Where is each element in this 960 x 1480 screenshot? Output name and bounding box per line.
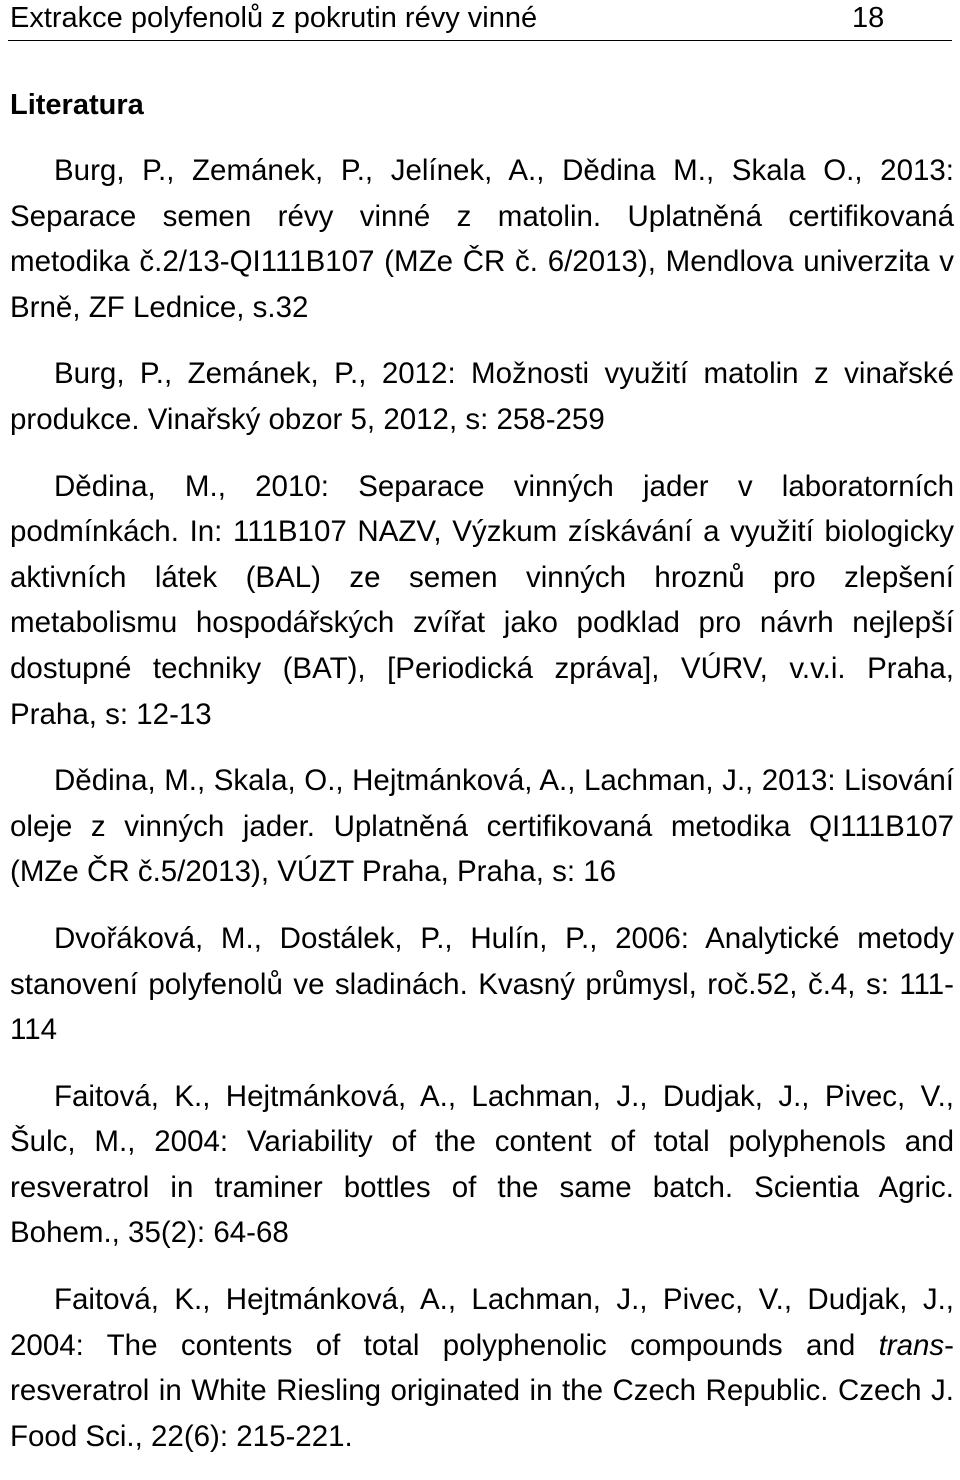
reference-item bbox=[10, 1277, 954, 1459]
reference-item: Dědina, M., Skala, O., Hejtmánková, A., Lachman, J., 2013: Lisování oleje z vinných jader. Uplatněná certifikovaná metodika QI111B107 (MZe ČR č.5/2013), VÚZT Praha, Praha, s: 16 bbox=[10, 764, 954, 889]
reference-list bbox=[10, 148, 954, 1480]
page-number: 18 bbox=[852, 2, 885, 34]
reference-item: Faitová, K., Hejtmánková, A., Lachman, J., Dudjak, J., Pivec, V., Šulc, M., 2004: Variability of the content of total polyphenols and resveratrol in traminer bottles of the same batch. Scientia Agric. Bohem., 35(2): 64-68 bbox=[10, 1079, 954, 1250]
page-header bbox=[8, 0, 952, 41]
reference-text: Faitová, K., Hejtmánková, A., Lachman, J., Pivec, V., Dudjak, J., 2004: The contents of total polyphenolic compounds and bbox=[10, 1283, 954, 1362]
section-heading: Literatura bbox=[10, 89, 144, 121]
reference-item: Dvořáková, M., Dostálek, P., Hulín, P., 2006: Analytické metody stanovení polyfenolů ve sladinách. Kvasný průmysl, roč.52, č.4, s: 111-114 bbox=[10, 921, 954, 1047]
document-title: Extrakce polyfenolů z pokrutin révy vinné bbox=[10, 2, 538, 34]
reference-item: Burg, P., Zemánek, P., Jelínek, A., Dědina M., Skala O., 2013: Separace semen révy vinné z matolin. Uplatněná certifikovaná metodika č.2/13-QI111B107 (MZe ČR č. 6/2013), Mendlova univerzita v Brně, ZF Lednice, s.32 bbox=[10, 154, 954, 324]
reference-italic-text: trans bbox=[878, 1328, 945, 1362]
reference-item: Burg, P., Zemánek, P., 2012: Možnosti využití matolin z vinařské produkce. Vinařský obzor 5, 2012, s: 258-259 bbox=[10, 357, 954, 436]
reference-text: -resveratrol in White Riesling originated in the Czech Republic. Czech J. Food Sci., 22(6): 215-221. bbox=[10, 1328, 954, 1453]
reference-item: Dědina, M., 2010: Separace vinných jader v laboratorních podmínkách. In: 111B107 NAZV, Výzkum získávání a využití biologicky aktivních látek (BAL) ze semen vinných hroznů pro zlepšení metabolismu hospodářských zvířat jako podklad pro návrh nejlepší dostupné techniky (BAT), [Periodická zpráva], VÚRV, v.v.i. Praha, Praha, s: 12-13 bbox=[10, 469, 954, 731]
